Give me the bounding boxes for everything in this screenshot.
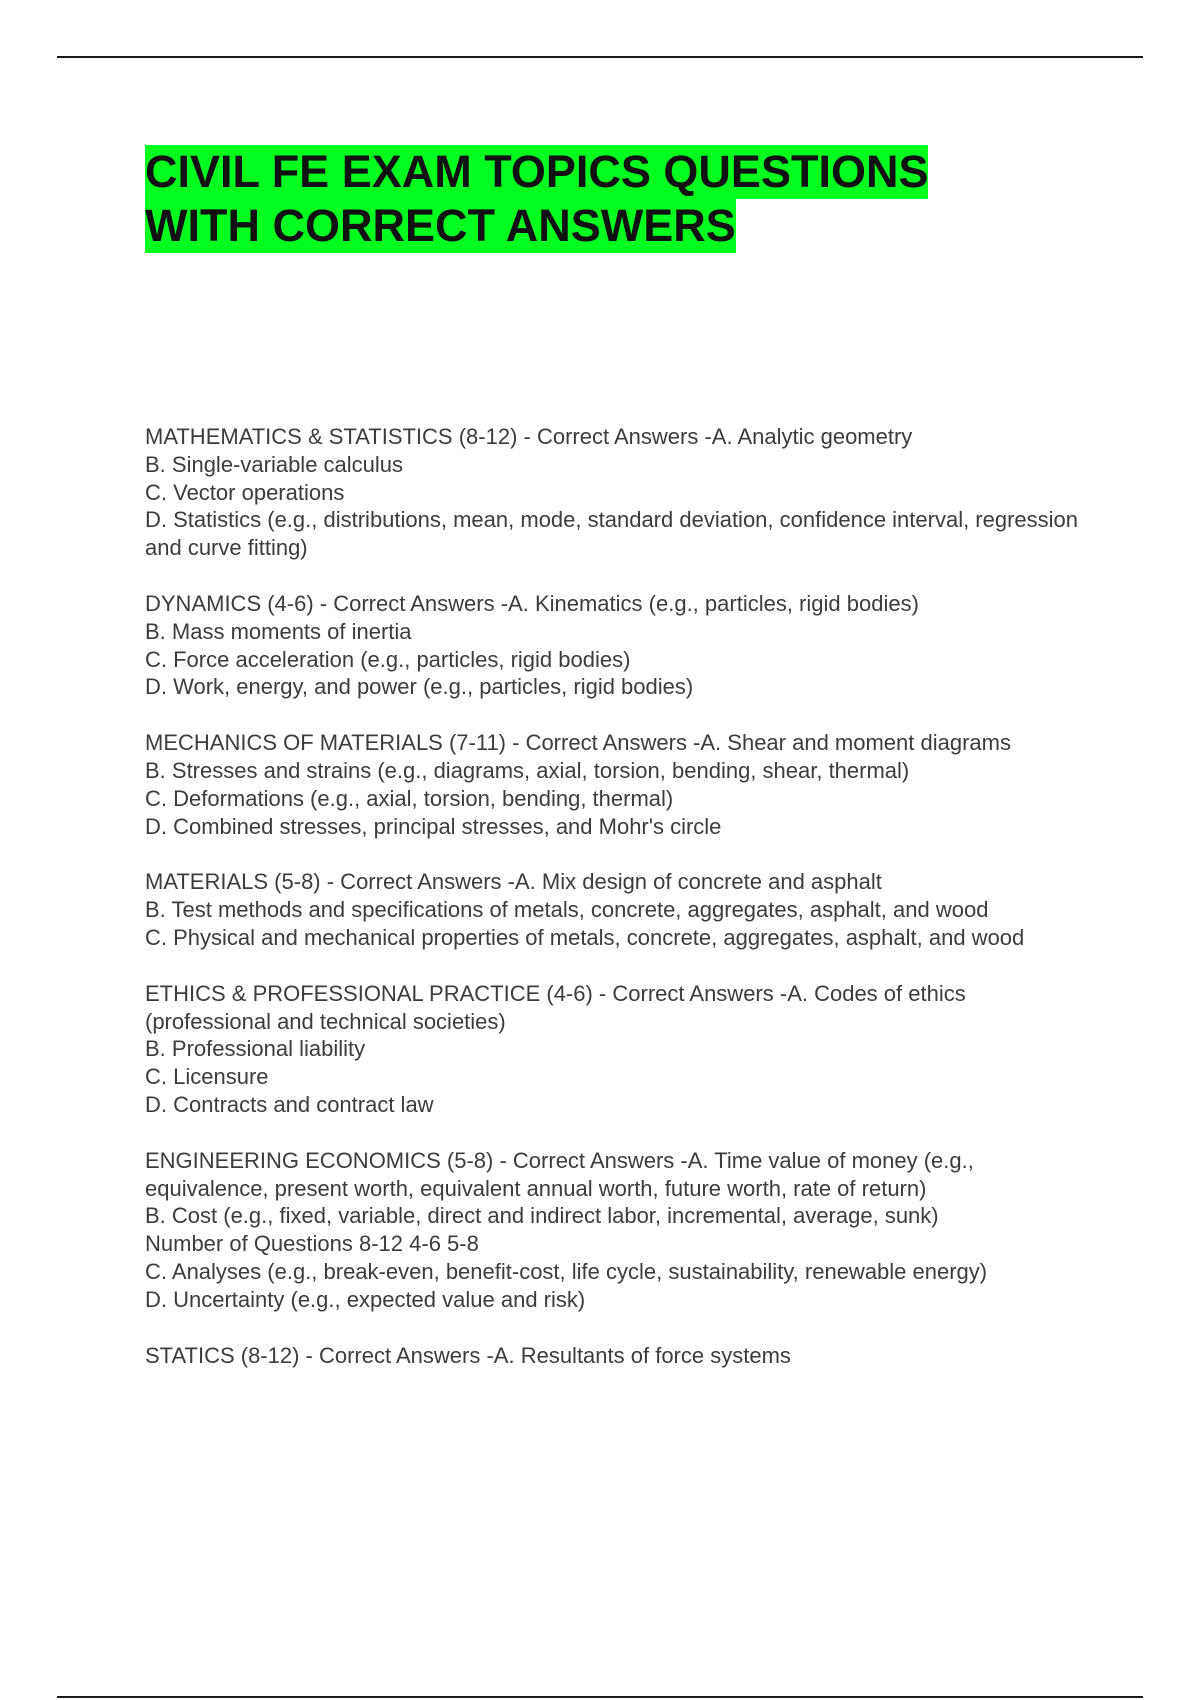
document-body (145, 423, 1085, 1397)
title-line: WITH CORRECT ANSWERS (145, 200, 736, 251)
topic-line: D. Combined stresses, principal stresses, and Mohr's circle (145, 813, 722, 839)
topic-line: C. Physical and mechanical properties of metals, concrete, aggregates, asphalt, and wood (145, 924, 1025, 950)
topic-line: ENGINEERING ECONOMICS (5-8) - Correct Answers -A. Time value of money (e.g., equivalence, present worth, equivalent annual worth, future worth, rate of return) (145, 1147, 974, 1201)
topic-line: B. Test methods and specifications of metals, concrete, aggregates, asphalt, and wood (145, 897, 989, 923)
topic-section-engineering-economics (145, 1147, 1085, 1314)
document-title (145, 145, 1105, 253)
topic-section-dynamics (145, 590, 1085, 701)
topic-line: B. Mass moments of inertia (145, 618, 412, 644)
topic-section-ethics (145, 980, 1085, 1119)
bottom-divider (57, 1696, 1143, 1698)
topic-section-statics (145, 1342, 1085, 1370)
topic-line: MECHANICS OF MATERIALS (7-11) - Correct Answers -A. Shear and moment diagrams (145, 730, 1011, 756)
topic-line: C. Analyses (e.g., break-even, benefit-cost, life cycle, sustainability, renewable energy) (145, 1258, 988, 1284)
topic-line: B. Stresses and strains (e.g., diagrams, axial, torsion, bending, shear, thermal) (145, 757, 910, 783)
topic-line: Number of Questions 8-12 4-6 5-8 (145, 1231, 479, 1257)
topic-line: C. Deformations (e.g., axial, torsion, bending, thermal) (145, 785, 674, 811)
topic-section-mechanics-of-materials (145, 729, 1085, 840)
topic-line: C. Vector operations (145, 479, 345, 505)
topic-line: STATICS (8-12) - Correct Answers -A. Resultants of force systems (145, 1342, 791, 1368)
topic-line: B. Professional liability (145, 1036, 366, 1062)
topic-line: ETHICS & PROFESSIONAL PRACTICE (4-6) - Correct Answers -A. Codes of ethics (professional and technical societies) (145, 980, 966, 1034)
topic-line: D. Contracts and contract law (145, 1091, 434, 1117)
title-line: CIVIL FE EXAM TOPICS QUESTIONS (145, 146, 929, 197)
topic-line: B. Cost (e.g., fixed, variable, direct and indirect labor, incremental, average, sunk) (145, 1203, 939, 1229)
topic-line: D. Statistics (e.g., distributions, mean, mode, standard deviation, confidence interval, regression and curve fitting) (145, 507, 1079, 561)
topic-line: B. Single-variable calculus (145, 451, 404, 477)
topic-line: MATHEMATICS & STATISTICS (8-12) - Correct Answers -A. Analytic geometry (145, 424, 913, 449)
topic-line: C. Licensure (145, 1064, 269, 1090)
topic-line: C. Force acceleration (e.g., particles, rigid bodies) (145, 646, 631, 672)
topic-line: D. Work, energy, and power (e.g., particles, rigid bodies) (145, 674, 694, 700)
topic-line: D. Uncertainty (e.g., expected value and risk) (145, 1286, 586, 1312)
topic-section-mathematics (145, 423, 1085, 562)
top-divider (57, 56, 1143, 58)
topic-line: DYNAMICS (4-6) - Correct Answers -A. Kinematics (e.g., particles, rigid bodies) (145, 590, 919, 616)
topic-section-materials (145, 868, 1085, 951)
topic-line: MATERIALS (5-8) - Correct Answers -A. Mix design of concrete and asphalt (145, 869, 882, 895)
